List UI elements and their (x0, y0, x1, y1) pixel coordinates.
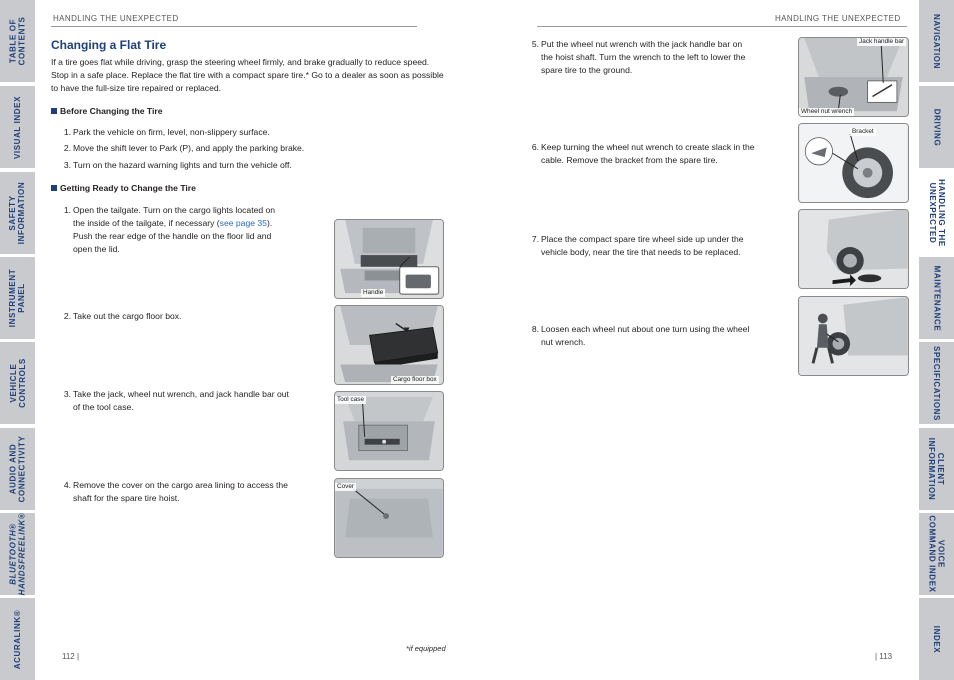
step-text: Move the shift lever to Park (P), and apply the parking brake. (73, 143, 305, 153)
step-line: the hoist shaft. Turn the wrench to the left to lower the (541, 52, 746, 62)
right-tab-strip (919, 0, 954, 680)
running-header-left: HANDLING THE UNEXPECTED (53, 14, 179, 23)
vehicle-side-illustration (799, 210, 908, 288)
section-title: Changing a Flat Tire (51, 38, 167, 52)
intro-paragraph: If a tire goes flat while driving, grasp the steering wheel firmly, and brake gradually to reduce speed. Stop in a safe place. Replace the flat tire with a compact spare tire.* Go to a dealer as soon as possible to have the full-size tire repaired or replaced. (51, 57, 444, 93)
step-number: 1. (63, 205, 71, 215)
step-line: nut wrench. (541, 337, 586, 347)
step-text (73, 388, 289, 414)
tab-safety-information[interactable] (0, 172, 35, 254)
cargo-area-illustration (335, 220, 443, 298)
step-text (541, 233, 744, 259)
step-number: 5. (531, 39, 539, 49)
cargo-floor-box-caption: Cargo floor box (393, 376, 437, 383)
tab-navigation[interactable] (919, 0, 954, 82)
tab-vehicle-controls[interactable] (0, 342, 35, 424)
subheading-before-changing (51, 106, 163, 116)
tab-driving[interactable] (919, 86, 954, 168)
tab-label: SPECIFICATIONS (932, 345, 941, 421)
step-number: 3. (63, 389, 71, 399)
tab-label: INDEX (931, 625, 941, 653)
loosen-wheel-nuts-photo (798, 296, 909, 376)
tab-label: CLIENT INFORMATION (927, 437, 946, 501)
loosening-nuts-illustration (799, 297, 908, 375)
step-number: 7. (531, 234, 539, 244)
tab-maintenance[interactable] (919, 257, 954, 339)
square-bullet-icon (51, 108, 57, 114)
step-line: open the lid. (73, 244, 120, 254)
tab-instrument-panel[interactable] (0, 257, 35, 339)
place-spare-tire-photo (798, 209, 909, 289)
step-number: 8. (531, 324, 539, 334)
tool-case-photo (334, 391, 444, 471)
step-number: 6. (531, 142, 539, 152)
tab-label: AUDIO AND CONNECTIVITY (8, 435, 27, 503)
step-number: 4. (63, 480, 71, 490)
step-line: vehicle body, near the tire that needs to be replaced. (541, 247, 741, 257)
tab-label: HANDLING THE UNEXPECTED (927, 179, 946, 247)
step-line: Push the rear edge of the handle on the floor lid and (73, 231, 272, 241)
tab-label: VEHICLE CONTROLS (8, 358, 27, 408)
list-item (59, 204, 329, 258)
step-line: Take the jack, wheel nut wrench, and jack handle bar out (73, 389, 289, 399)
step-text: Park the vehicle on firm, level, non-slippery surface. (73, 127, 270, 137)
step-text (541, 323, 749, 349)
page-number-left: 112 | (62, 652, 80, 661)
step-text: Turn on the hazard warning lights and turn the vehicle off. (73, 160, 292, 170)
cover-caption: Cover (337, 483, 355, 490)
list-item (527, 38, 789, 80)
step-fragment: ). (266, 218, 273, 228)
tab-label: TABLE OF CONTENTS (8, 16, 27, 66)
step-fragment: the inside of the tailgate, if necessary ( (73, 218, 220, 228)
page-35-link[interactable]: see page 35 (219, 218, 267, 228)
step-text (541, 141, 755, 167)
list-item (527, 323, 789, 351)
tab-label: NAVIGATION (932, 13, 942, 69)
step-text (73, 479, 288, 505)
step-line: shaft for the spare tire hoist. (73, 493, 180, 503)
jack-handle-bar-caption: Jack handle bar (859, 38, 905, 45)
cargo-floor-box-photo (334, 305, 444, 385)
tab-label: VISUAL INDEX (13, 95, 23, 159)
step-line: of the tool case. (73, 402, 134, 412)
tab-acuralink[interactable] (0, 598, 35, 680)
step-number: 3. (63, 160, 71, 170)
tab-handling-the-unexpected[interactable] (919, 172, 954, 254)
step-line (73, 217, 275, 230)
step-text (73, 204, 275, 256)
page-number-right: | 113 (875, 652, 893, 661)
step-number: 2. (63, 311, 71, 321)
cover-photo (334, 478, 444, 558)
step-number: 2. (63, 143, 71, 153)
tab-index[interactable] (919, 598, 954, 680)
tab-label: INSTRUMENT PANEL (8, 268, 27, 328)
list-item (59, 388, 329, 416)
square-bullet-icon (51, 185, 57, 191)
wheel-nut-wrench-caption: Wheel nut wrench (801, 108, 853, 115)
hoist-shaft-illustration (799, 38, 908, 116)
tab-label: DRIVING (932, 108, 942, 146)
running-header-right: HANDLING THE UNEXPECTED (775, 14, 901, 23)
tab-label: ACURALINK® (13, 609, 23, 669)
list-item (59, 479, 329, 507)
tab-table-of-contents[interactable] (0, 0, 35, 82)
hoist-shaft-photo (798, 37, 909, 117)
header-rule-left (51, 26, 417, 27)
tab-client-information[interactable] (919, 428, 954, 510)
step-line: Keep turning the wheel nut wrench to create slack in the (541, 142, 755, 152)
step-line: Put the wheel nut wrench with the jack handle bar on (541, 39, 743, 49)
tab-voice-command-index[interactable] (919, 513, 954, 595)
list-item (527, 233, 789, 261)
footnote: *if equipped (406, 644, 446, 653)
step-text (541, 38, 745, 77)
step-line: Place the compact spare tire wheel side up under the (541, 234, 744, 244)
tab-specifications[interactable] (919, 342, 954, 424)
header-rule-right (537, 26, 907, 27)
handle-caption: Handle (363, 289, 384, 296)
tab-label: SAFETY INFORMATION (8, 181, 27, 245)
subheading-text: Before Changing the Tire (60, 106, 163, 116)
tab-label: MAINTENANCE (932, 265, 941, 331)
subheading-text: Getting Ready to Change the Tire (60, 183, 196, 193)
bracket-photo (798, 123, 909, 203)
step-line: Loosen each wheel nut about one turn using the wheel (541, 324, 750, 334)
tab-audio-connectivity[interactable] (0, 428, 35, 510)
subheading-getting-ready (51, 183, 196, 193)
cargo-floor-box-illustration (335, 306, 443, 384)
tab-visual-index[interactable] (0, 86, 35, 168)
tab-bluetooth-handsfreelink[interactable] (0, 513, 35, 595)
step-line: cable. Remove the bracket from the spare tire. (541, 155, 718, 165)
list-item (527, 141, 789, 169)
tab-label: BLUETOOTH® HANDSFREELINK® (8, 512, 27, 596)
step-line: spare tire to the ground. (541, 65, 633, 75)
step-line: Remove the cover on the cargo area lining to access the (73, 480, 288, 490)
step-text: Take out the cargo floor box. (73, 311, 182, 321)
bracket-caption: Bracket (852, 128, 874, 135)
tailgate-handle-photo (334, 219, 444, 299)
step-line: Open the tailgate. Turn on the cargo lights located on (73, 205, 276, 215)
tool-case-caption: Tool case (337, 396, 364, 403)
left-tab-strip (0, 0, 35, 680)
step-number: 1. (63, 127, 71, 137)
tab-label: VOICE COMMAND INDEX (927, 515, 946, 593)
